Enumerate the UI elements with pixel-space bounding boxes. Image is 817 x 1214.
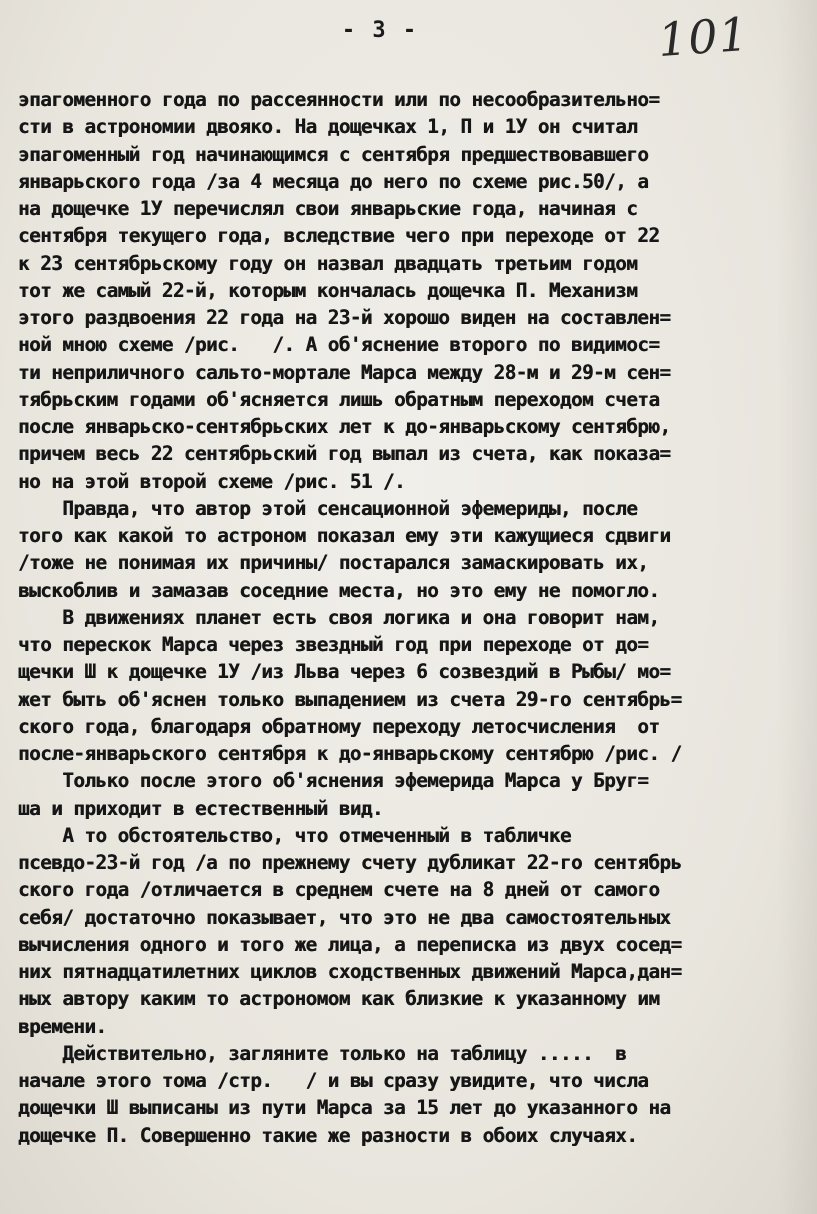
text-line: тябрьским годами об'ясняется лишь обратным переходом счета [18, 387, 660, 411]
text-line: жет быть об'яснен только выпадением из счета 29-го сентябрь= [18, 687, 682, 711]
text-line: этого раздвоения 22 года на 23-й хорошо виден на составлен= [18, 306, 671, 329]
text-line: дощечки Ш выписаны из пути Марса за 15 лет до указанного на [18, 1096, 671, 1120]
text-line: В движениях планет есть своя логика и она говорит нам, [18, 605, 660, 629]
text-line: что перескок Марса через звездный год при переходе от до= [18, 633, 649, 656]
typewritten-text-body [18, 86, 810, 1149]
text-line: после январьско-сентябрьских лет к до-январьскому сентябрю, [18, 415, 671, 438]
text-line: того как какой то астроном показал ему эти кажущиеся сдвиги [18, 524, 671, 547]
text-line: них пятнадцатилетних циклов сходственных движений Марса,дан= [18, 960, 682, 983]
text-line: январьского года /за 4 месяца до него по схеме рис.50/, а [18, 169, 649, 193]
handwritten-folio-number: 101 [656, 6, 751, 68]
text-line: причем весь 22 сентябрьский год выпал из счета, как показа= [18, 442, 671, 466]
text-line: ных автору каким то астрономом как близкие к указанному им [18, 987, 660, 1011]
text-line: выскоблив и замазав соседние места, но это ему не помогло. [18, 578, 660, 602]
text-line: тот же самый 22-й, которым кончалась дощечка П. Механизм [18, 278, 638, 302]
text-line: дощечке П. Совершенно такие же разности в обоих случаях. [18, 1123, 638, 1147]
text-line: ского года, благодаря обратному переходу летосчисления от [18, 714, 660, 738]
text-line: эпагоменного года по рассеянности или по несообразительно= [18, 88, 660, 111]
text-line: после-январьского сентября к до-январьскому сентябрю /рис. / [18, 742, 682, 765]
text-line: начале этого тома /стр. / и вы сразу увидите, что числа [18, 1069, 649, 1092]
text-line: Действительно, загляните только на таблицу ..... в [18, 1041, 627, 1065]
text-line: ского года /отличается в среднем счете на 8 дней от самого [18, 878, 660, 902]
text-line: себя/ достаточно показывает, что это не два самостоятельных [18, 905, 671, 929]
text-line: /тоже не понимая их причины/ постарался замаскировать их, [18, 551, 649, 575]
text-line: ша и приходит в естественный вид. [18, 796, 383, 820]
text-line: псевдо-23-й год /а по прежнему счету дубликат 22-го сентябрь [18, 851, 682, 874]
text-line: ти неприличного сальто-мортале Марса между 28-м и 29-м сен= [18, 360, 671, 384]
text-line: Правда, что автор этой сенсационной эфемериды, после [18, 496, 638, 520]
text-line: на дощечке 1У перечислял свои январьские года, начиная с [18, 197, 638, 220]
text-line: вычисления одного и того же лица, а переписка из двух сосед= [18, 932, 682, 956]
text-line: сентября текущего года, вследствие чего при переходе от 22 [18, 224, 660, 248]
page-number: - 3 - [341, 18, 419, 43]
text-line: к 23 сентябрьскому году он назвал двадцать третьим годом [18, 251, 638, 275]
text-line: щечки Ш к дощечке 1У /из Льва через 6 созвездий в Рыбы/ мо= [18, 660, 671, 684]
text-line: эпагоменный год начинающимся с сентября предшествовавшего [18, 142, 649, 166]
text-line: времени. [18, 1014, 107, 1038]
text-line: но на этой второй схеме /рис. 51 /. [18, 469, 406, 493]
text-line: ной мною схеме /рис. /. А об'яснение второго по видимос= [18, 333, 660, 357]
text-line: сти в астрономии двояко. На дощечках 1, П и 1У он считал [18, 115, 638, 139]
text-line: А то обстоятельство, что отмеченный в табличке [18, 823, 571, 847]
text-line: Только после этого об'яснения эфемерида Марса у Бруг= [18, 769, 649, 793]
